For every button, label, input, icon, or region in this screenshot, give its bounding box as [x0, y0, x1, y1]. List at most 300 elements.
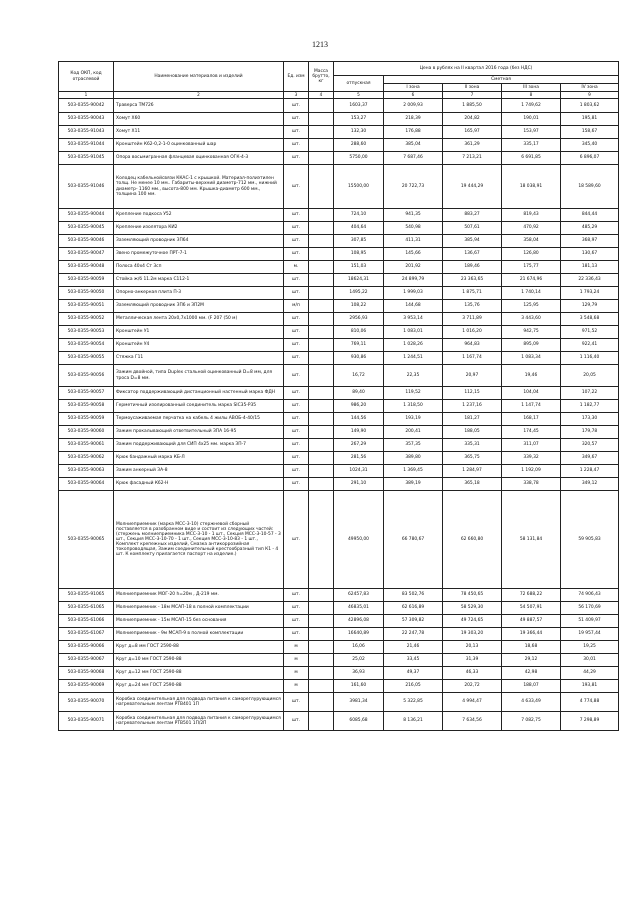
item-mass — [309, 465, 334, 478]
price-zone-2: 62 660,80 — [443, 491, 502, 589]
price-release: 62457,83 — [334, 589, 384, 602]
item-name: Полоса 40х4 Ст 3сп — [114, 261, 284, 274]
price-zone-3: 311,07 — [502, 439, 561, 452]
price-zone-2: 507,61 — [443, 222, 502, 235]
price-zone-3: 21 674,96 — [502, 274, 561, 287]
item-name: Герметичный изолированный соединитель марка SIC35-P35 — [114, 400, 284, 413]
price-zone-1: 941,35 — [384, 209, 443, 222]
price-release: 15500,00 — [334, 165, 384, 209]
price-zone-2: 202,72 — [443, 680, 502, 693]
item-unit: шт. — [284, 222, 309, 235]
table-row — [59, 165, 619, 209]
item-mass — [309, 452, 334, 465]
item-code: 503-0355-90043 — [59, 113, 114, 126]
price-zone-4: 20,05 — [561, 365, 619, 387]
price-zone-2: 883,27 — [443, 209, 502, 222]
price-zone-4: 1 182,77 — [561, 400, 619, 413]
price-zone-2: 1 167,74 — [443, 352, 502, 365]
price-zone-2: 31,39 — [443, 654, 502, 667]
page-number: 1213 — [312, 40, 328, 49]
col-number: 3 — [284, 92, 309, 99]
item-name: Круг д=8 мм ГОСТ 2590-88 — [114, 641, 284, 654]
item-unit: шт. — [284, 139, 309, 152]
item-code: 503-0355-90053 — [59, 326, 114, 339]
item-name: Молниеприемник МОГ-20 h=20м , Д-219 мм. — [114, 589, 284, 602]
price-zone-4: 179,78 — [561, 426, 619, 439]
item-mass — [309, 113, 334, 126]
price-zone-1: 49,37 — [384, 667, 443, 680]
price-zone-2: 49 724,65 — [443, 615, 502, 628]
price-zone-4: 922,41 — [561, 339, 619, 352]
price-zone-3: 190,01 — [502, 113, 561, 126]
price-zone-1: 33,45 — [384, 654, 443, 667]
col-header-release: отпускная — [334, 76, 384, 92]
col-number: 6 — [384, 92, 443, 99]
table-row — [59, 589, 619, 602]
price-zone-1: 62 616,89 — [384, 602, 443, 615]
item-unit: шт. — [284, 491, 309, 589]
price-zone-3: 174,45 — [502, 426, 561, 439]
item-code: 503-0355-90058 — [59, 400, 114, 413]
item-name: Крюк фасадный К62-Н — [114, 478, 284, 491]
item-name: Кронштейн К62-0,2-1-0 оцинкованный шар — [114, 139, 284, 152]
price-zone-1: 3 953,14 — [384, 313, 443, 326]
item-code: 503-0355-90056 — [59, 365, 114, 387]
price-zone-3: 942,75 — [502, 326, 561, 339]
table-row — [59, 426, 619, 439]
price-zone-1: 66 780,67 — [384, 491, 443, 589]
item-code: 503-0355-90044 — [59, 209, 114, 222]
price-release: 89,40 — [334, 387, 384, 400]
price-zone-1: 218,39 — [384, 113, 443, 126]
price-zone-2: 365,75 — [443, 452, 502, 465]
price-zone-4: 345,40 — [561, 139, 619, 152]
price-release: 986,20 — [334, 400, 384, 413]
price-release: 5750,00 — [334, 152, 384, 165]
price-release: 769,11 — [334, 339, 384, 352]
table-row — [59, 248, 619, 261]
price-zone-1: 540,98 — [384, 222, 443, 235]
price-zone-1: 2 009,93 — [384, 99, 443, 113]
price-zone-1: 1 999,03 — [384, 287, 443, 300]
price-release: 6085,68 — [334, 712, 384, 731]
item-code: 503-0355-91045 — [59, 152, 114, 165]
price-zone-4: 56 170,69 — [561, 602, 619, 615]
table-row — [59, 439, 619, 452]
price-zone-3: 54 507,91 — [502, 602, 561, 615]
price-zone-3: 1 083,34 — [502, 352, 561, 365]
price-zone-4: 130,67 — [561, 248, 619, 261]
price-zone-4: 129,79 — [561, 300, 619, 313]
price-release: 1495,22 — [334, 287, 384, 300]
price-release: 16,72 — [334, 365, 384, 387]
item-mass — [309, 99, 334, 113]
price-zone-4: 74 906,43 — [561, 589, 619, 602]
col-header-code: Код ОКП, код отраслевой — [59, 62, 114, 92]
item-code: 503-0355-90057 — [59, 387, 114, 400]
price-zone-2: 385,94 — [443, 235, 502, 248]
item-name: Хомут Х60 — [114, 113, 284, 126]
table-row — [59, 274, 619, 287]
item-name: Зажим анкерный ЗА-8 — [114, 465, 284, 478]
price-release: 1024,31 — [334, 465, 384, 478]
item-name: Молниеприемник (марка МСС-3-10) стержневой сборный поставляется в разобранном виде и состоит из следующих частей: (стержень молниеприемника МСС-3-10 - 1 шт., Секция МСС-3-10-57 - 3 шт., Секция МСС-3-10-70 - 1 шт., Секция МСС-3-10-83 - 1 шт., Комплект крепежных изделий, Смазка антикоррозийная токопроводящая, Зажим соединительный крестообразный тип К1 - 4 шт. К комплекту прилагается паспорт на изделие.) — [114, 491, 284, 589]
item-unit: шт. — [284, 387, 309, 400]
col-header-price-title: Цена в рублях на II квартал 2016 года (без НДС) — [334, 62, 619, 76]
price-release: 930,86 — [334, 352, 384, 365]
table-row — [59, 222, 619, 235]
price-zone-2: 1 875,71 — [443, 287, 502, 300]
price-zone-2: 7 213,21 — [443, 152, 502, 165]
item-unit: шт. — [284, 478, 309, 491]
price-zone-1: 119,52 — [384, 387, 443, 400]
col-header-name: Наименование материалов и изделий — [114, 62, 284, 92]
item-code: 503-0355-61067 — [59, 628, 114, 641]
price-zone-3: 339,32 — [502, 452, 561, 465]
price-zone-2: 335,31 — [443, 439, 502, 452]
price-zone-2: 3 711,89 — [443, 313, 502, 326]
item-unit: шт. — [284, 452, 309, 465]
item-name: Опорно-анкерная плита П-3 — [114, 287, 284, 300]
price-release: 810,06 — [334, 326, 384, 339]
price-release: 46835,01 — [334, 602, 384, 615]
item-mass — [309, 300, 334, 313]
price-zone-4: 181,13 — [561, 261, 619, 274]
item-code: 503-0355-90064 — [59, 478, 114, 491]
col-number: 1 — [59, 92, 114, 99]
item-mass — [309, 235, 334, 248]
item-name: Колодец кабельнойсвязи ККАС-1 с крышкой. Материал-полиэтилен толщ. Не менее 10 мм.. Габариты-верхний диаметр-712 мм., нижний диаметр- 1160 мм., высота-800 мм. Крышка-диаметр 600 мм., толщина 100 мм. — [114, 165, 284, 209]
item-code: 503-0355-61066 — [59, 615, 114, 628]
table-row — [59, 387, 619, 400]
item-unit: шт. — [284, 589, 309, 602]
col-header-unit: Ед. изм — [284, 62, 309, 92]
price-zone-2: 23 363,65 — [443, 274, 502, 287]
item-unit: м — [284, 641, 309, 654]
item-name: Звено промежуточное ПРТ-7-1 — [114, 248, 284, 261]
price-release: 2956,93 — [334, 313, 384, 326]
item-name: Траверса ТМ726 — [114, 99, 284, 113]
price-zone-4: 1 803,62 — [561, 99, 619, 113]
price-zone-3: 6 691,85 — [502, 152, 561, 165]
price-zone-3: 470,92 — [502, 222, 561, 235]
item-code: 503-0355-90069 — [59, 680, 114, 693]
item-mass — [309, 165, 334, 209]
price-release: 288,60 — [334, 139, 384, 152]
table-row — [59, 654, 619, 667]
price-zone-1: 1 244,51 — [384, 352, 443, 365]
price-release: 36,93 — [334, 667, 384, 680]
col-header-zone-4: IV зона — [561, 84, 619, 92]
price-zone-3: 1 749,62 — [502, 99, 561, 113]
item-unit: шт. — [284, 126, 309, 139]
item-mass — [309, 126, 334, 139]
item-code: 503-0355-90054 — [59, 339, 114, 352]
price-zone-3: 175,77 — [502, 261, 561, 274]
item-mass — [309, 693, 334, 712]
price-zone-4: 22 336,43 — [561, 274, 619, 287]
price-release: 49950,00 — [334, 491, 384, 589]
item-mass — [309, 426, 334, 439]
price-release: 42896,08 — [334, 615, 384, 628]
item-unit: м. — [284, 261, 309, 274]
price-zone-1: 411,31 — [384, 235, 443, 248]
table-row — [59, 680, 619, 693]
price-zone-3: 153,97 — [502, 126, 561, 139]
price-release: 132,30 — [334, 126, 384, 139]
item-unit: шт. — [284, 313, 309, 326]
price-zone-4: 19,25 — [561, 641, 619, 654]
price-zone-2: 136,67 — [443, 248, 502, 261]
item-code: 503-0355-91044 — [59, 139, 114, 152]
item-code: 503-0355-90050 — [59, 287, 114, 300]
price-release: 108,22 — [334, 300, 384, 313]
price-zone-2: 181,27 — [443, 413, 502, 426]
price-zone-4: 51 409,97 — [561, 615, 619, 628]
price-zone-2: 1 284,97 — [443, 465, 502, 478]
item-code: 503-0355-90068 — [59, 667, 114, 680]
price-zone-1: 57 309,82 — [384, 615, 443, 628]
item-name: Молниеприемник - 15м МСАП-15 без основания — [114, 615, 284, 628]
price-zone-2: 19 444,29 — [443, 165, 502, 209]
item-mass — [309, 478, 334, 491]
table-row — [59, 413, 619, 426]
price-zone-2: 7 634,56 — [443, 712, 502, 731]
item-unit: шт. — [284, 400, 309, 413]
price-zone-4: 320,57 — [561, 439, 619, 452]
item-mass — [309, 439, 334, 452]
price-zone-2: 204,82 — [443, 113, 502, 126]
item-unit: шт. — [284, 339, 309, 352]
item-code: 503-0355-91046 — [59, 165, 114, 209]
item-code: 503-0355-90071 — [59, 712, 114, 731]
table-row — [59, 209, 619, 222]
item-mass — [309, 339, 334, 352]
item-code: 503-0355-90059 — [59, 274, 114, 287]
item-code: 503-0355-90059 — [59, 413, 114, 426]
table-row — [59, 452, 619, 465]
price-zone-3: 4 633,49 — [502, 693, 561, 712]
item-unit: шт. — [284, 628, 309, 641]
price-zone-2: 1 016,20 — [443, 326, 502, 339]
price-zone-1: 7 687,46 — [384, 152, 443, 165]
price-release: 291,10 — [334, 478, 384, 491]
price-zone-3: 338,78 — [502, 478, 561, 491]
item-unit: шт. — [284, 165, 309, 209]
price-release: 108,95 — [334, 248, 384, 261]
price-zone-4: 158,67 — [561, 126, 619, 139]
item-unit: м — [284, 654, 309, 667]
price-zone-3: 3 443,60 — [502, 313, 561, 326]
price-release: 16640,89 — [334, 628, 384, 641]
table-row — [59, 712, 619, 731]
column-number-row — [59, 92, 619, 99]
item-mass — [309, 641, 334, 654]
price-zone-4: 349,12 — [561, 478, 619, 491]
item-code: 503-0355-61065 — [59, 602, 114, 615]
item-unit: шт. — [284, 413, 309, 426]
table-row — [59, 113, 619, 126]
price-zone-1: 1 318,50 — [384, 400, 443, 413]
table-row — [59, 478, 619, 491]
item-code: 503-0355-90042 — [59, 99, 114, 113]
item-code: 503-0355-90065 — [59, 491, 114, 589]
table-row — [59, 641, 619, 654]
price-zone-3: 125,95 — [502, 300, 561, 313]
col-header-estimate: Сметная — [384, 76, 619, 84]
price-zone-1: 145,66 — [384, 248, 443, 261]
price-zone-3: 58 131,84 — [502, 491, 561, 589]
price-zone-4: 4 774,88 — [561, 693, 619, 712]
table-row — [59, 628, 619, 641]
col-header-zone-2: II зона — [443, 84, 502, 92]
price-zone-1: 8 136,21 — [384, 712, 443, 731]
table-row — [59, 465, 619, 478]
table-row — [59, 300, 619, 313]
item-mass — [309, 261, 334, 274]
item-name: Металлическая лента 20х0,7х1000 мм. (F 207 (50 м) — [114, 313, 284, 326]
item-name: Заземляющий проводник ЗП6 и ЗП2М — [114, 300, 284, 313]
table-row — [59, 491, 619, 589]
item-name: Зажим прокалывающий ответвительный ЗПА 16-95 — [114, 426, 284, 439]
price-zone-1: 389,80 — [384, 452, 443, 465]
item-name: Кронштейн У4 — [114, 339, 284, 352]
item-mass — [309, 680, 334, 693]
col-number: 4 — [309, 92, 334, 99]
price-zone-4: 844,44 — [561, 209, 619, 222]
item-name: Зажим двойной, типа Duplex стальной оцинкованный D=8 мм, для троса D=8 мм. — [114, 365, 284, 387]
table-row — [59, 400, 619, 413]
item-name: Круг д=12 мм ГОСТ 2590-88 — [114, 667, 284, 680]
table-row — [59, 365, 619, 387]
item-code: 503-0355-90055 — [59, 352, 114, 365]
item-name: Зажим поддерживающий для СИП 4х25 мм. марка ЗП-7 — [114, 439, 284, 452]
price-release: 307,85 — [334, 235, 384, 248]
table-row — [59, 352, 619, 365]
price-zone-2: 58 529,30 — [443, 602, 502, 615]
item-name: Крепление изолятора КИ2 — [114, 222, 284, 235]
item-mass — [309, 667, 334, 680]
item-code: 503-0355-90063 — [59, 465, 114, 478]
price-release: 267,29 — [334, 439, 384, 452]
price-zone-4: 485,29 — [561, 222, 619, 235]
price-zone-2: 964,83 — [443, 339, 502, 352]
price-zone-2: 165,97 — [443, 126, 502, 139]
price-zone-1: 22 247,78 — [384, 628, 443, 641]
price-release: 281,56 — [334, 452, 384, 465]
item-code: 503-0355-90062 — [59, 452, 114, 465]
price-release: 151,03 — [334, 261, 384, 274]
col-header-zone-3: III зона — [502, 84, 561, 92]
price-zone-3: 42,98 — [502, 667, 561, 680]
item-name: Крепление подкоса У52 — [114, 209, 284, 222]
price-zone-1: 216,05 — [384, 680, 443, 693]
item-mass — [309, 287, 334, 300]
price-release: 25,02 — [334, 654, 384, 667]
item-mass — [309, 387, 334, 400]
price-zone-1: 5 322,85 — [384, 693, 443, 712]
price-zone-1: 83 502,76 — [384, 589, 443, 602]
table-row — [59, 615, 619, 628]
price-release: 1603,37 — [334, 99, 384, 113]
price-zone-4: 193,81 — [561, 680, 619, 693]
col-number: 9 — [561, 92, 619, 99]
price-zone-2: 135,76 — [443, 300, 502, 313]
price-release: 724,10 — [334, 209, 384, 222]
table-row — [59, 693, 619, 712]
item-unit: м — [284, 667, 309, 680]
price-zone-3: 358,04 — [502, 235, 561, 248]
col-number: 7 — [443, 92, 502, 99]
price-release: 16,06 — [334, 641, 384, 654]
price-release: 18624,31 — [334, 274, 384, 287]
price-zone-1: 385,04 — [384, 139, 443, 152]
item-unit: шт. — [284, 248, 309, 261]
price-zone-3: 126,80 — [502, 248, 561, 261]
price-zone-3: 19 366,44 — [502, 628, 561, 641]
item-code: 503-0355-91065 — [59, 589, 114, 602]
price-zone-1: 201,92 — [384, 261, 443, 274]
price-zone-1: 21,46 — [384, 641, 443, 654]
price-zone-1: 24 899,79 — [384, 274, 443, 287]
price-table — [58, 61, 619, 731]
price-zone-2: 1 237,16 — [443, 400, 502, 413]
price-zone-3: 1 147,74 — [502, 400, 561, 413]
item-unit: шт. — [284, 152, 309, 165]
item-unit: шт. — [284, 209, 309, 222]
item-unit: шт. — [284, 235, 309, 248]
price-zone-2: 361,29 — [443, 139, 502, 152]
price-zone-4: 349,67 — [561, 452, 619, 465]
item-code: 503-0355-90052 — [59, 313, 114, 326]
item-mass — [309, 602, 334, 615]
item-mass — [309, 222, 334, 235]
item-unit: шт. — [284, 602, 309, 615]
price-release: 404,64 — [334, 222, 384, 235]
price-zone-3: 29,12 — [502, 654, 561, 667]
item-name: Молниеприемник - 18м МСАП-18 в полной комплектации — [114, 602, 284, 615]
price-zone-1: 389,19 — [384, 478, 443, 491]
price-zone-1: 1 083,01 — [384, 326, 443, 339]
item-unit: шт. — [284, 274, 309, 287]
price-zone-1: 20 722,73 — [384, 165, 443, 209]
item-name: Коробка соединительная для подвода питания к самореглурующимся нагревательным лентам РТВ501 1П/2П — [114, 712, 284, 731]
price-zone-3: 104,04 — [502, 387, 561, 400]
col-header-zone-1: I зона — [384, 84, 443, 92]
price-zone-4: 30,01 — [561, 654, 619, 667]
price-release: 153,27 — [334, 113, 384, 126]
price-zone-2: 78 450,65 — [443, 589, 502, 602]
price-zone-3: 819,43 — [502, 209, 561, 222]
price-zone-4: 195,81 — [561, 113, 619, 126]
price-zone-2: 20,97 — [443, 365, 502, 387]
col-number: 2 — [114, 92, 284, 99]
price-zone-3: 19,46 — [502, 365, 561, 387]
price-release: 144,56 — [334, 413, 384, 426]
item-unit: м — [284, 680, 309, 693]
item-mass — [309, 139, 334, 152]
item-code: 503-0355-90066 — [59, 641, 114, 654]
price-release: 149,90 — [334, 426, 384, 439]
item-name: Кронштейн У1 — [114, 326, 284, 339]
item-unit: м/п — [284, 300, 309, 313]
item-code: 503-0355-90060 — [59, 426, 114, 439]
table-row — [59, 313, 619, 326]
item-name: Стойка ж/б 11.2м марка С112-1 — [114, 274, 284, 287]
price-zone-3: 1 192,09 — [502, 465, 561, 478]
price-zone-1: 144,68 — [384, 300, 443, 313]
item-mass — [309, 491, 334, 589]
